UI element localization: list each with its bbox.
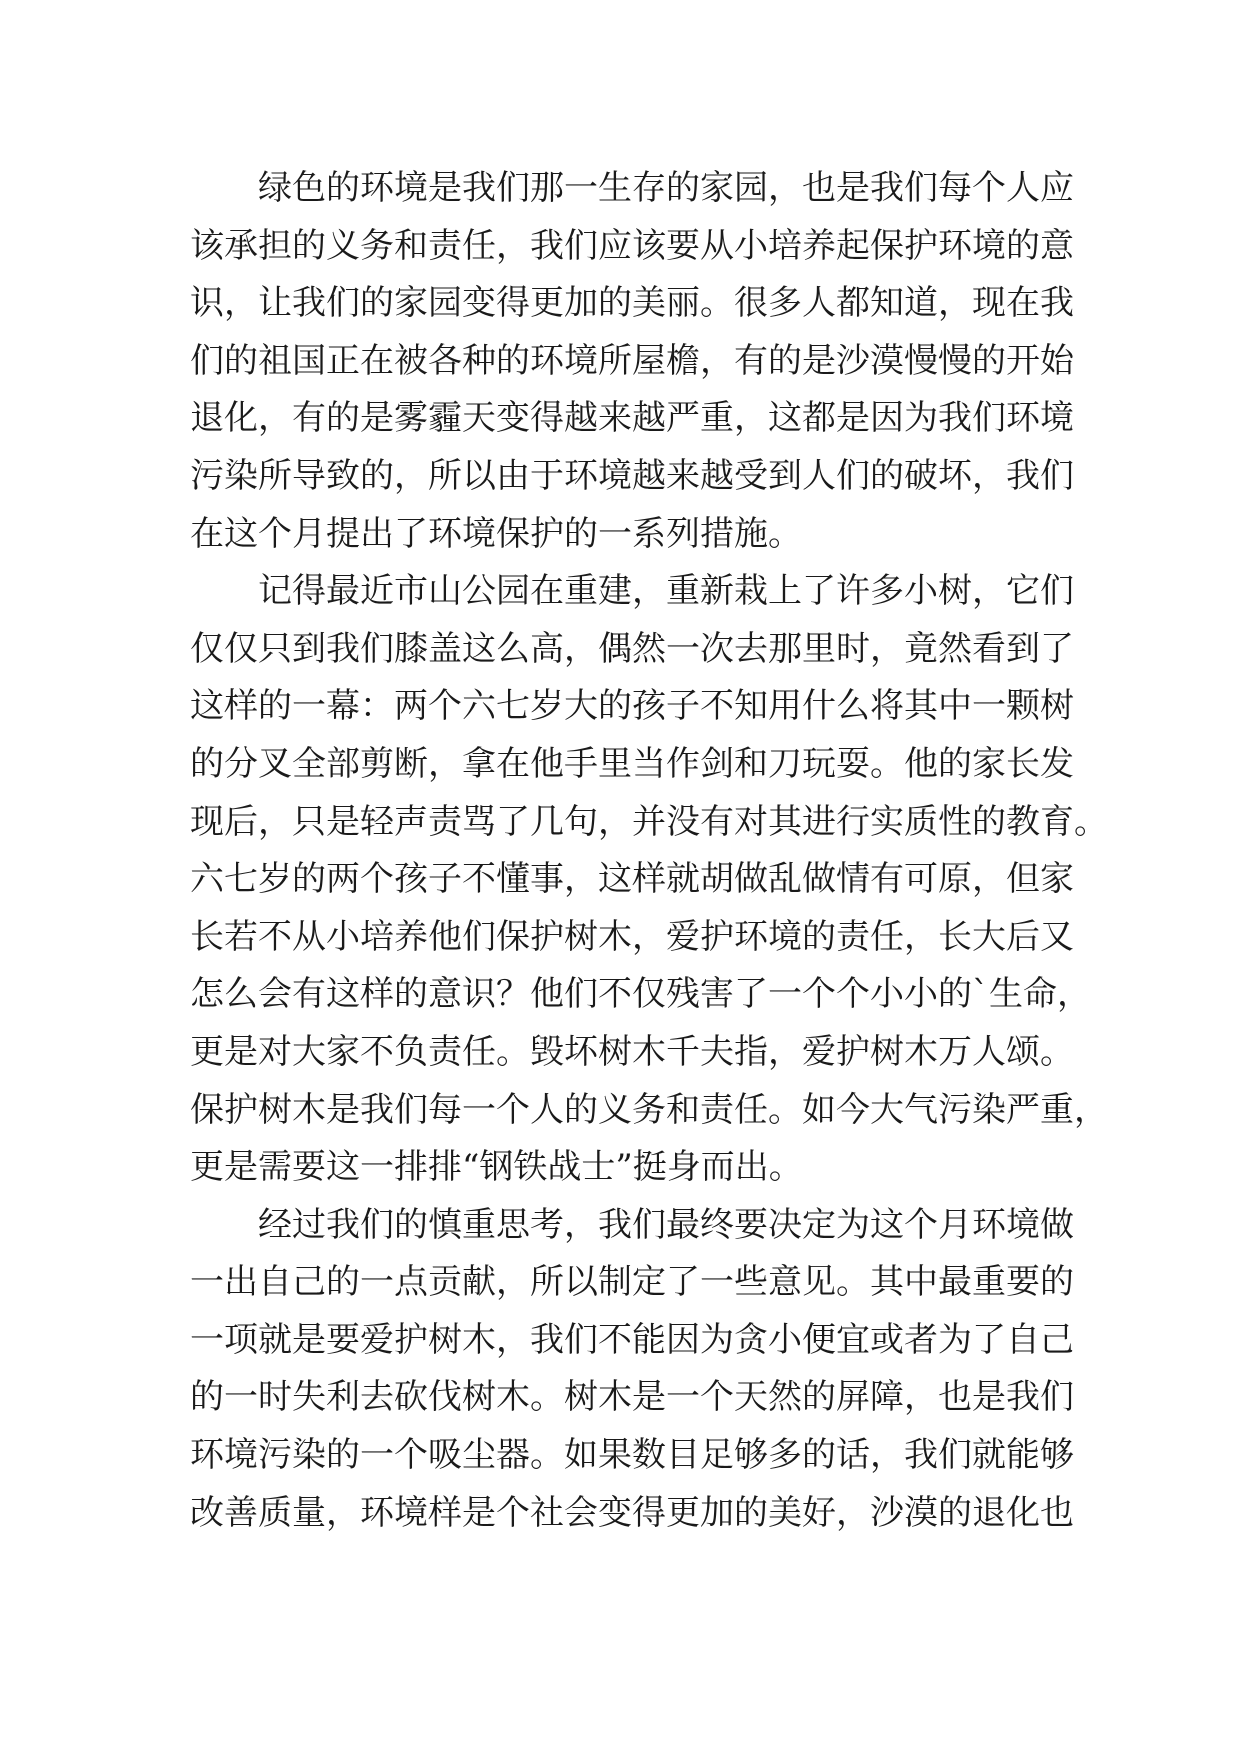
- text-line: 退化，有的是雾霾天变得越来越严重，这都是因为我们环境: [190, 398, 1074, 439]
- text-line: 保护树木是我们每一个人的义务和责任。如今大气污染严重，: [190, 1089, 1108, 1130]
- paragraph-2: [190, 563, 1108, 1197]
- text-line: 改善质量，环境样是个社会变得更加的美好，沙漠的退化也: [190, 1492, 1074, 1533]
- text-line: 六七岁的两个孩子不懂事，这样就胡做乱做情有可原，但家: [190, 859, 1074, 900]
- text-line: 更是对大家不负责任。毁坏树木千夫指，爱护树木万人颂。: [190, 1031, 1074, 1072]
- text-line: 环境污染的一个吸尘器。如果数目足够多的话，我们就能够: [190, 1435, 1074, 1476]
- text-line: 仅仅只到我们膝盖这么高，偶然一次去那里时，竟然看到了: [190, 628, 1074, 669]
- text-line: 现后，只是轻声责骂了几句，并没有对其进行实质性的教育。: [190, 801, 1108, 842]
- text-line: 的一时失利去砍伐树木。树木是一个天然的屏障，也是我们: [190, 1377, 1074, 1418]
- paragraph-3: [190, 1197, 1074, 1543]
- text-line: 怎么会有这样的意识？他们不仅残害了一个个小小的`生命，: [190, 974, 1091, 1015]
- text-line: 这样的一幕：两个六七岁大的孩子不知用什么将其中一颗树: [190, 686, 1074, 727]
- text-line: 一项就是要爱护树木，我们不能因为贪小便宜或者为了自己: [190, 1319, 1074, 1360]
- text-line: 更是需要这一排排“钢铁战士”挺身而出。: [190, 1147, 803, 1188]
- text-line: 污染所导致的，所以由于环境越来越受到人们的破坏，我们: [190, 455, 1074, 496]
- text-line: 识，让我们的家园变得更加的美丽。很多人都知道，现在我: [190, 283, 1074, 324]
- text-line: 一出自己的一点贡献，所以制定了一些意见。其中最重要的: [190, 1262, 1074, 1303]
- text-line: 绿色的环境是我们那一生存的家园，也是我们每个人应: [258, 168, 1074, 208]
- text-line: 经过我们的慎重思考，我们最终要决定为这个月环境做: [258, 1204, 1074, 1245]
- text-line: 该承担的义务和责任，我们应该要从小培养起保护环境的意: [190, 225, 1074, 266]
- paragraph-1: [190, 160, 1074, 563]
- text-line: 长若不从小培养他们保护树木，爱护环境的责任，长大后又: [190, 916, 1074, 957]
- text-line: 们的祖国正在被各种的环境所屋檐，有的是沙漠慢慢的开始: [190, 340, 1074, 381]
- text-line: 的分叉全部剪断，拿在他手里当作剑和刀玩耍。他的家长发: [190, 743, 1074, 784]
- document-body: [190, 160, 1108, 1542]
- text-line: 记得最近市山公园在重建，重新栽上了许多小树，它们: [258, 571, 1074, 612]
- text-line: 在这个月提出了环境保护的一系列措施。: [190, 513, 802, 554]
